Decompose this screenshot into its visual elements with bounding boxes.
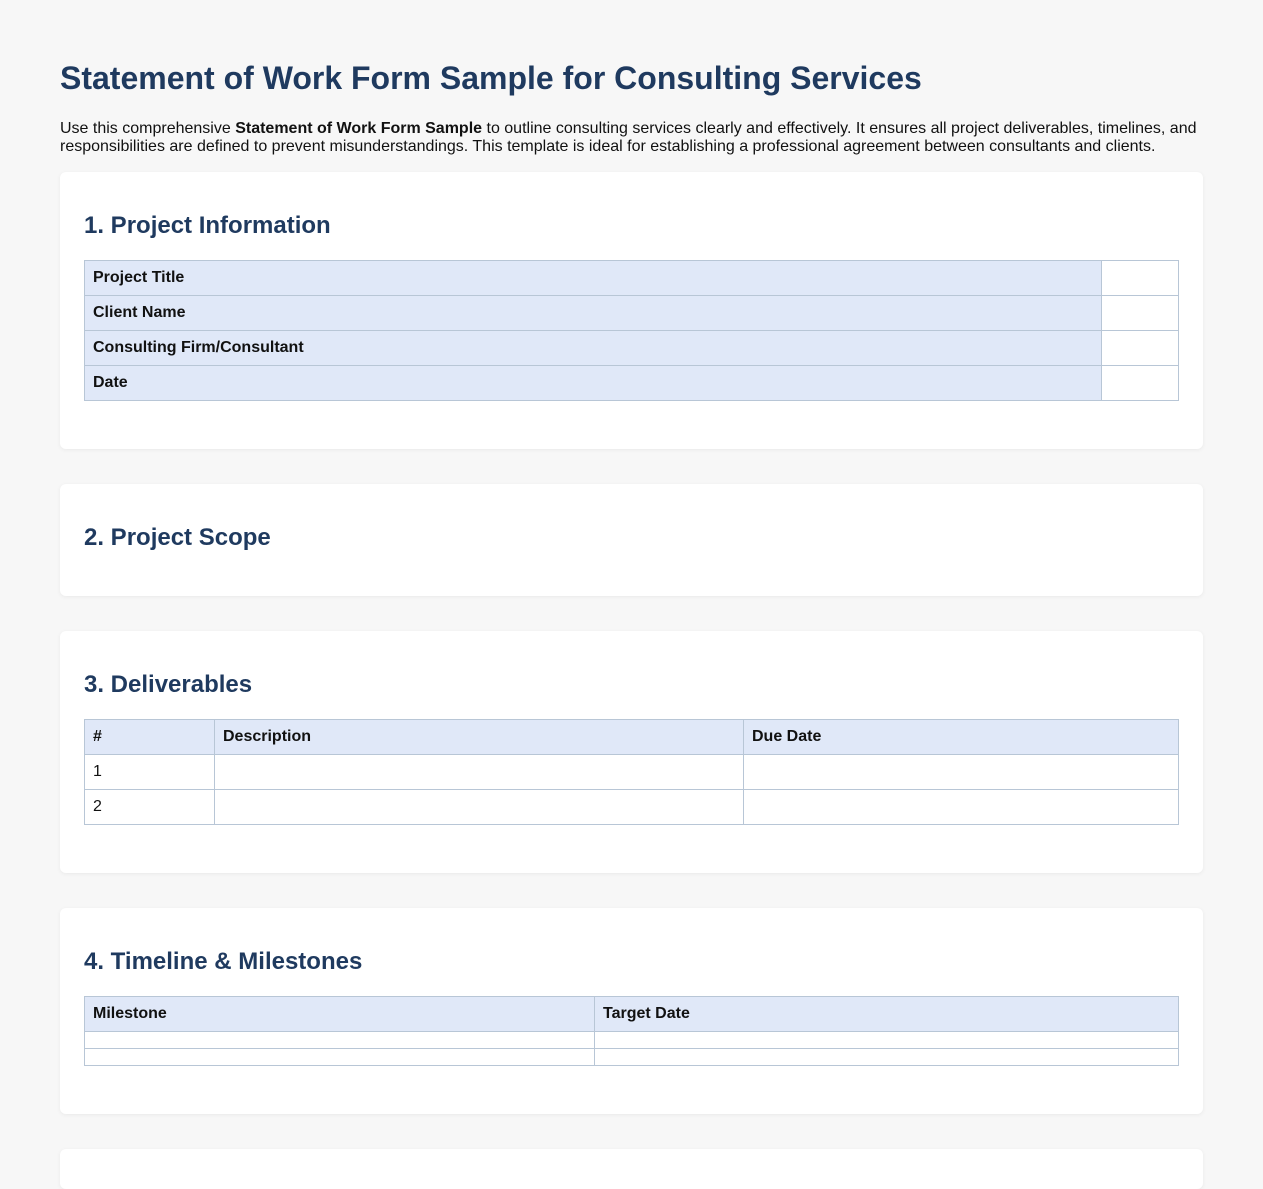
table-row [85, 755, 1179, 790]
table-row [85, 296, 1179, 331]
section-timeline-milestones [60, 908, 1203, 1114]
column-header-due-date: Due Date [744, 720, 1179, 755]
due-date-cell[interactable] [744, 755, 1179, 790]
intro-text-before: Use this comprehensive [60, 120, 236, 137]
section-next-partial [60, 1149, 1203, 1189]
project-title-field[interactable] [1102, 261, 1179, 296]
section-heading: 3. Deliverables [84, 671, 253, 698]
target-date-cell[interactable] [595, 1049, 1179, 1066]
section-heading: 1. Project Information [84, 212, 331, 239]
table-row [85, 331, 1179, 366]
section-deliverables [60, 631, 1203, 873]
table-row [85, 366, 1179, 401]
section-heading: 2. Project Scope [84, 524, 271, 551]
project-info-table [84, 260, 1179, 401]
date-field[interactable] [1102, 366, 1179, 401]
milestone-cell[interactable] [85, 1032, 595, 1049]
description-cell[interactable] [215, 790, 744, 825]
column-header-number: # [85, 720, 215, 755]
timeline-table [84, 996, 1179, 1066]
section-project-scope [60, 484, 1203, 596]
deliverables-table [84, 719, 1179, 825]
section-project-information [60, 172, 1203, 449]
table-row [85, 261, 1179, 296]
table-row [85, 1049, 1179, 1066]
table-row [85, 1032, 1179, 1049]
table-header-row [85, 720, 1179, 755]
consultant-field[interactable] [1102, 331, 1179, 366]
table-row [85, 790, 1179, 825]
column-header-target-date: Target Date [595, 997, 1179, 1032]
row-number: 2 [85, 790, 215, 825]
row-number: 1 [85, 755, 215, 790]
description-cell[interactable] [215, 755, 744, 790]
target-date-cell[interactable] [595, 1032, 1179, 1049]
due-date-cell[interactable] [744, 790, 1179, 825]
column-header-milestone: Milestone [85, 997, 595, 1032]
field-label: Date [85, 366, 1102, 401]
intro-text-after: to outline consulting services clearly and effectively. It ensures all project deliverables, timelines, and responsibilities are defined to prevent misunderstandings. This template is ideal for establishing a professional agreement between consultants and clients. [60, 120, 1197, 155]
field-label: Client Name [85, 296, 1102, 331]
intro-text-bold: Statement of Work Form Sample [235, 120, 483, 137]
field-label: Project Title [85, 261, 1102, 296]
section-heading: 4. Timeline & Milestones [84, 948, 363, 975]
page-title: Statement of Work Form Sample for Consulting Services [60, 60, 922, 96]
client-name-field[interactable] [1102, 296, 1179, 331]
column-header-description: Description [215, 720, 744, 755]
field-label: Consulting Firm/Consultant [85, 331, 1102, 366]
table-header-row [85, 997, 1179, 1032]
milestone-cell[interactable] [85, 1049, 595, 1066]
intro-paragraph [60, 120, 1203, 156]
